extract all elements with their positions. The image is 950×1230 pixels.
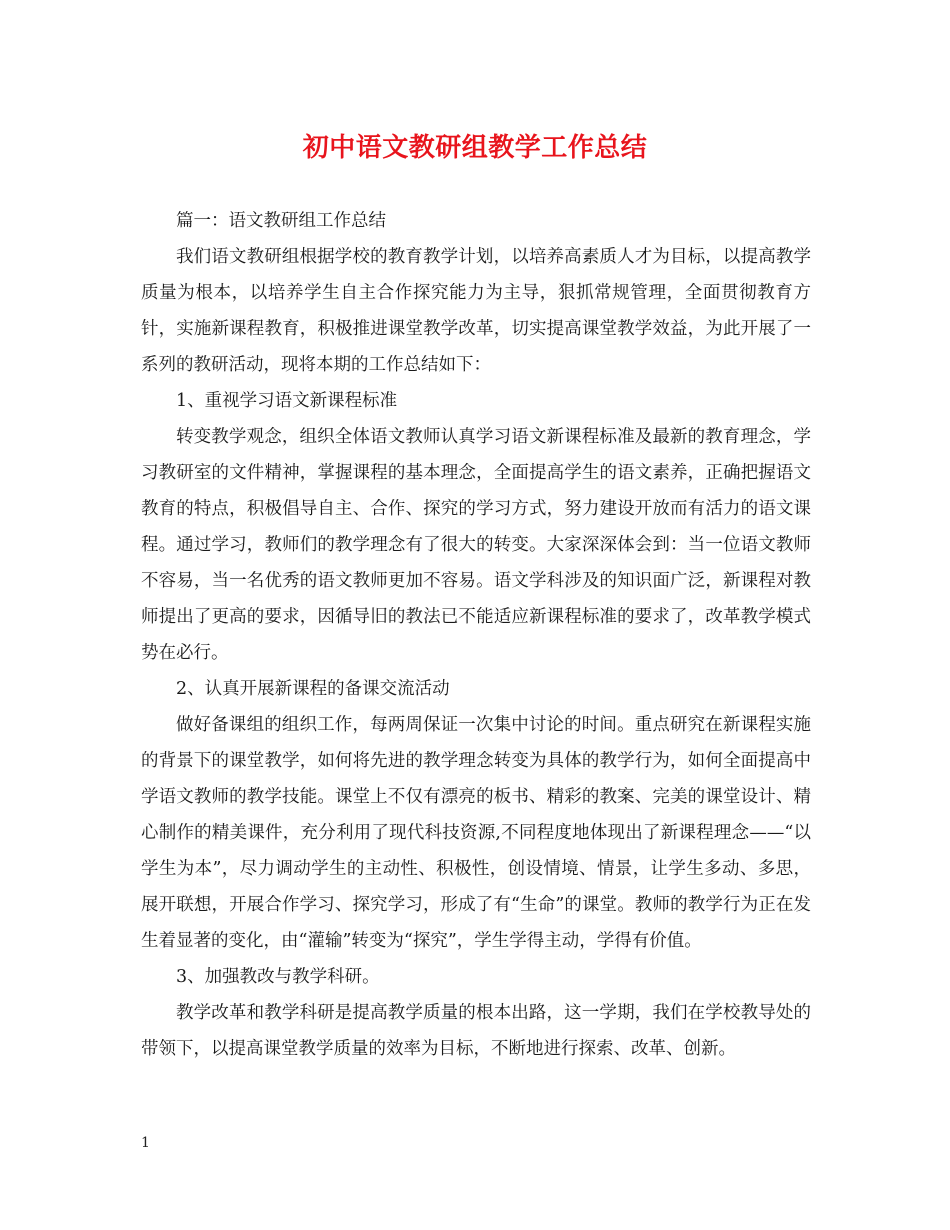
section-heading: 篇一：语文教研组工作总结 (176, 211, 386, 231)
intro-paragraph: 我们语文教研组根据学校的教育教学计划，以培养高素质人才为目标，以提高教学质量为根本，以培养学生自主合作探究能力为主导，狠抓常规管理，全面贯彻教育方针，实施新课程教育，积极推进课堂教学改革，切实提高课堂教学效益，为此开展了一系列的教研活动，现将本期的工作总结如下： (141, 247, 811, 375)
subheading-3: 3、加强教改与教学科研。 (176, 967, 380, 987)
subheading-2: 2、认真开展新课程的备课交流活动 (176, 679, 450, 699)
paragraph-3: 教学改革和教学科研是提高教学质量的根本出路，这一学期，我们在学校教导处的带领下，以提高课堂教学质量的效率为目标，不断地进行探索、改革、创新。 (141, 1003, 811, 1059)
document-body (141, 203, 811, 1067)
page-number: 1 (141, 1135, 150, 1151)
paragraph-2: 做好备课组的组织工作，每两周保证一次集中讨论的时间。重点研究在新课程实施的背景下的课堂教学，如何将先进的教学理念转变为具体的教学行为，如何全面提高中学语文教师的教学技能。课堂上不仅有漂亮的板书、精彩的教案、完美的课堂设计、精心制作的精美课件，充分利用了现代科技资源,不同程度地体现出了新课程理念——“以学生为本”，尽力调动学生的主动性、积极性，创设情境、情景，让学生多动、多思，展开联想，开展合作学习、探究学习，形成了有“生命”的课堂。教师的教学行为正在发生着显著的变化，由“灌输”转变为“探究”，学生学得主动，学得有价值。 (141, 715, 811, 951)
subheading-1: 1、重视学习语文新课程标准 (176, 391, 398, 411)
document-title: 初中语文教研组教学工作总结 (302, 133, 648, 163)
paragraph-1: 转变教学观念，组织全体语文教师认真学习语文新课程标准及最新的教育理念，学习教研室的文件精神，掌握课程的基本理念，全面提高学生的语文素养，正确把握语文教育的特点，积极倡导自主、合作、探究的学习方式，努力建设开放而有活力的语文课程。通过学习，教师们的教学理念有了很大的转变。大家深深体会到：当一位语文教师不容易，当一名优秀的语文教师更加不容易。语文学科涉及的知识面广泛，新课程对教师提出了更高的要求，因循导旧的教法已不能适应新课程标准的要求了，改革教学模式势在必行。 (141, 427, 811, 663)
